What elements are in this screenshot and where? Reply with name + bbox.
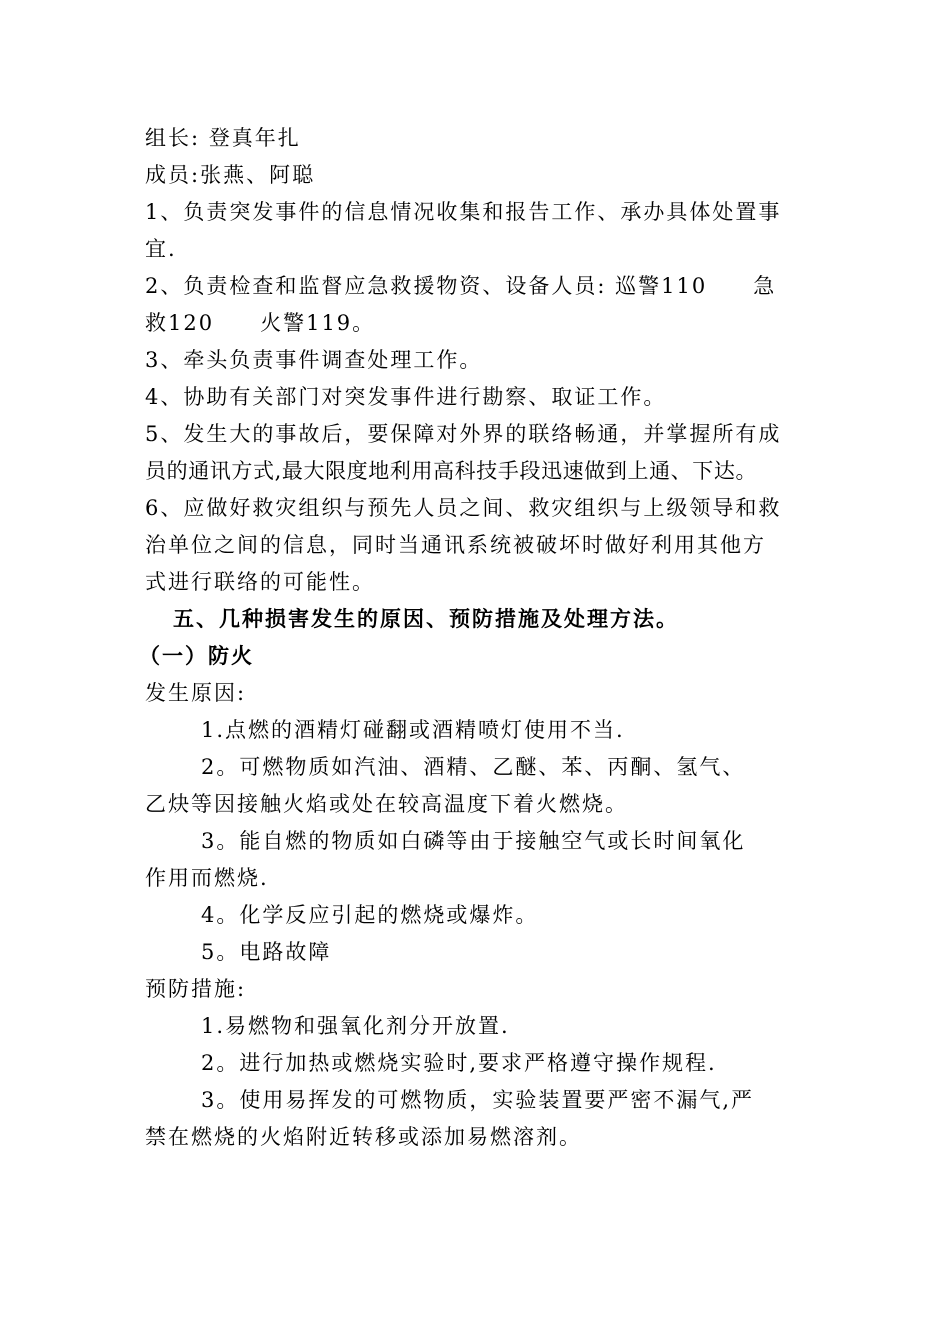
duty-5-line-1: 5、发生大的事故后，要保障对外界的联络畅通，并掌握所有成 (145, 422, 782, 446)
cause-2-line-2: 乙炔等因接触火焰或处在较高温度下着火燃烧。 (145, 792, 628, 816)
team-leader-line: 组长: 登真年扎 (145, 126, 301, 150)
team-members-line: 成员:张燕、阿聪 (145, 163, 316, 187)
duty-2-line-1: 2、负责检查和监督应急救援物资、设备人员: 巡警110 急 (145, 274, 777, 298)
duty-3-line: 3、牵头负责事件调查处理工作。 (145, 348, 483, 372)
duty-1-line-2: 宜. (145, 237, 177, 261)
causes-label: 发生原因: (145, 681, 247, 705)
section-five-heading: 五、几种损害发生的原因、预防措施及处理方法。 (173, 606, 679, 631)
duty-1-line-1: 1、负责突发事件的信息情况收集和报告工作、承办具体处置事 (145, 200, 782, 224)
measure-3-line-1: 3。使用易挥发的可燃物质，实验装置要严密不漏气,严 (201, 1088, 755, 1112)
duty-6-line-2: 治单位之间的信息，同时当通讯系统被破坏时做好利用其他方 (145, 533, 766, 557)
duty-2-line-2: 救120 火警119。 (145, 311, 376, 335)
measure-2-line: 2。进行加热或燃烧实验时,要求严格遵守操作规程. (201, 1051, 717, 1075)
fire-prevention-subheading: （一）防火 (139, 643, 254, 668)
cause-2-line-1: 2。可燃物质如汽油、酒精、乙醚、苯、丙酮、氢气、 (201, 755, 746, 779)
measure-3-line-2: 禁在燃烧的火焰附近转移或添加易燃溶剂。 (145, 1125, 582, 1149)
duty-6-line-1: 6、应做好救灾组织与预先人员之间、救灾组织与上级领导和救 (145, 496, 782, 520)
measures-label: 预防措施: (145, 977, 247, 1001)
cause-4-line: 4。化学反应引起的燃烧或爆炸。 (201, 903, 539, 927)
measure-1-line: 1.易燃物和强氧化剂分开放置. (201, 1014, 510, 1038)
cause-1-line: 1.点燃的酒精灯碰翻或酒精喷灯使用不当. (201, 718, 625, 742)
duty-6-line-3: 式进行联络的可能性。 (145, 570, 375, 594)
duty-5-line-2: 员的通讯方式,最大限度地利用高科技手段迅速做到上通、下达。 (145, 459, 758, 483)
cause-3-line-1: 3。能自燃的物质如白磷等由于接触空气或长时间氧化 (201, 829, 746, 853)
duty-4-line: 4、协助有关部门对突发事件进行勘察、取证工作。 (145, 385, 667, 409)
cause-3-line-2: 作用而燃烧. (145, 866, 269, 890)
cause-5-line: 5。电路故障 (201, 940, 332, 964)
